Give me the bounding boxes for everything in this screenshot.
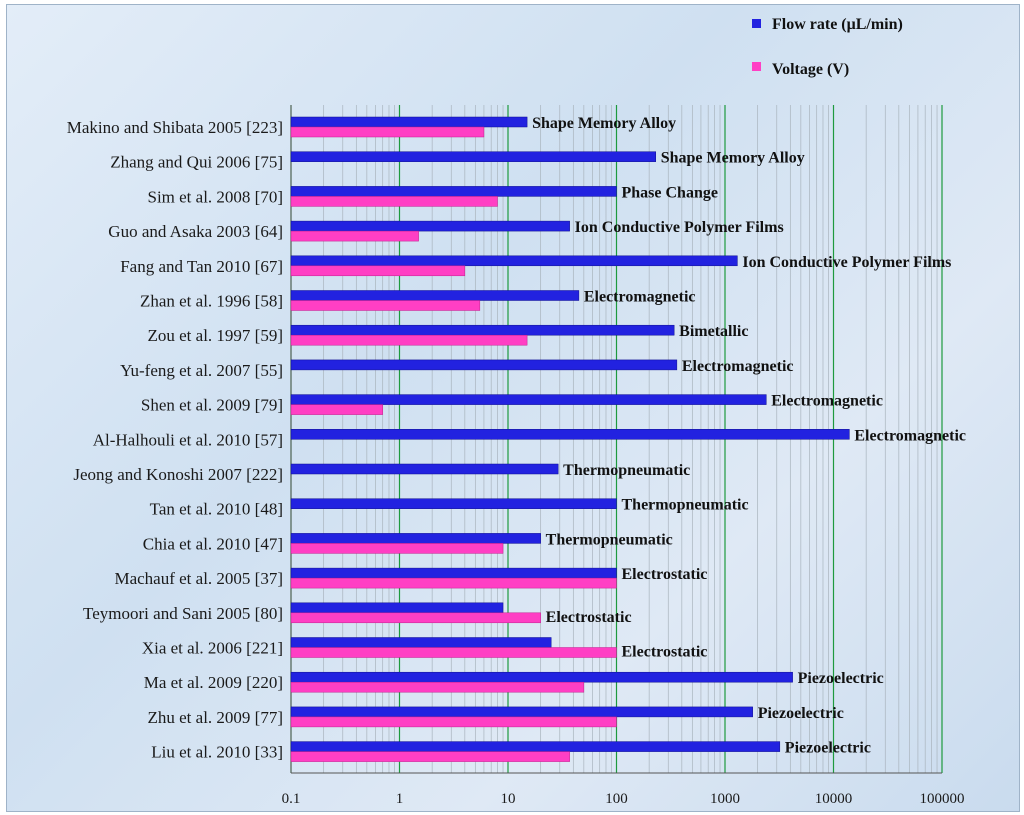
voltage-bar [291, 752, 570, 762]
actuation-type-label: Ion Conductive Polymer Films [742, 253, 952, 271]
x-tick-label: 1000 [710, 791, 740, 807]
actuation-type-label: Electrostatic [621, 643, 708, 661]
actuation-type-label: Phase Change [621, 184, 718, 202]
voltage-bar [291, 543, 503, 553]
actuation-type-label: Shape Memory Alloy [660, 149, 805, 167]
actuation-type-label: Electromagnetic [771, 392, 883, 410]
category-label: Zhang and Qui 2006 [75] [110, 152, 283, 172]
flow-rate-bar [291, 568, 617, 578]
category-label: Tan et al. 2010 [48] [149, 499, 283, 519]
legend [752, 16, 903, 78]
actuation-type-label: Ion Conductive Polymer Films [574, 219, 784, 237]
voltage-bar [291, 648, 617, 658]
category-label: Fang and Tan 2010 [67] [120, 256, 283, 276]
category-label: Machauf et al. 2005 [37] [114, 569, 283, 589]
actuation-type-label: Electromagnetic [854, 427, 967, 445]
actuation-type-label: Bimetallic [679, 323, 749, 341]
legend-swatch-flow-rate [752, 19, 761, 28]
flow-rate-bar [291, 707, 753, 717]
actuation-type-label: Electrostatic [621, 566, 708, 584]
actuation-type-label: Electromagnetic [681, 357, 794, 375]
voltage-bar [291, 335, 527, 345]
category-label: Sim et al. 2008 [70] [147, 187, 283, 207]
bar-chart-svg [7, 5, 1019, 811]
actuation-type-label: Shape Memory Alloy [532, 115, 677, 132]
category-label: Zou et al. 1997 [59] [147, 326, 283, 346]
flow-rate-bar [291, 325, 674, 335]
x-tick-label: 1 [395, 791, 404, 807]
actuation-type-label: Electrostatic [545, 608, 632, 626]
flow-rate-bar [291, 603, 503, 613]
flow-rate-bar [291, 360, 677, 370]
category-label: Xia et al. 2006 [221] [141, 638, 283, 658]
category-label: Makino and Shibata 2005 [223] [66, 118, 283, 137]
legend-swatch-voltage [752, 62, 761, 71]
legend-label-flow-rate: Flow rate (μL/min) [772, 16, 903, 33]
flow-rate-bar [291, 117, 527, 127]
flow-rate-bar [291, 638, 551, 648]
flow-rate-bar [291, 429, 849, 439]
voltage-bar [291, 682, 584, 692]
flow-rate-bar [291, 152, 656, 162]
flow-rate-bar [291, 186, 617, 196]
x-tick-label: 100 [605, 791, 628, 807]
x-axis-ticks [282, 791, 965, 807]
flow-rate-bar [291, 256, 737, 266]
category-label: Chia et al. 2010 [47] [142, 534, 283, 554]
flow-rate-bar [291, 499, 617, 509]
category-label: Shen et al. 2009 [79] [140, 395, 283, 415]
category-label: Yu-feng et al. 2007 [55] [120, 360, 283, 380]
bars [291, 117, 849, 762]
category-label: Liu et al. 2010 [33] [151, 742, 283, 762]
x-tick-label: 10 [500, 791, 516, 807]
actuation-type-label: Piezoelectric [797, 670, 884, 688]
category-label: Zhu et al. 2009 [77] [147, 707, 283, 727]
actuation-type-label: Piezoelectric [784, 739, 871, 757]
flow-rate-bar [291, 672, 793, 682]
flow-rate-bar [291, 742, 780, 752]
flow-rate-bar [291, 291, 579, 301]
voltage-bar [291, 578, 617, 588]
voltage-bar [291, 231, 419, 241]
category-label: Zhan et al. 1996 [58] [139, 291, 283, 311]
legend-label-voltage: Voltage (V) [772, 61, 850, 78]
flow-rate-bar [291, 221, 570, 231]
category-label: Jeong and Konoshi 2007 [222] [73, 465, 283, 484]
actuation-type-label: Thermopneumatic [563, 462, 691, 479]
category-label: Teymoori and Sani 2005 [80] [83, 603, 283, 623]
voltage-bar [291, 266, 465, 276]
actuation-type-label: Thermopneumatic [545, 531, 673, 549]
actuation-type-label: Thermopneumatic [621, 496, 749, 514]
voltage-bar [291, 301, 480, 311]
voltage-bar [291, 127, 484, 137]
x-tick-label: 10000 [814, 791, 853, 807]
voltage-bar [291, 613, 541, 623]
chart [6, 4, 1020, 812]
voltage-bar [291, 717, 617, 727]
category-label: Ma et al. 2009 [220] [143, 673, 283, 693]
actuation-type-label: Electromagnetic [583, 288, 696, 306]
x-tick-label: 0.1 [281, 791, 301, 807]
category-label: Al-Halhouli et al. 2010 [57] [92, 430, 283, 450]
voltage-bar [291, 196, 497, 206]
flow-rate-bar [291, 395, 766, 405]
flow-rate-bar [291, 464, 558, 474]
actuation-type-label: Piezoelectric [757, 704, 844, 722]
category-labels [67, 118, 283, 762]
category-label: Guo and Asaka 2003 [64] [108, 222, 283, 242]
voltage-bar [291, 405, 383, 415]
x-tick-label: 100000 [919, 791, 965, 807]
flow-rate-bar [291, 533, 541, 543]
